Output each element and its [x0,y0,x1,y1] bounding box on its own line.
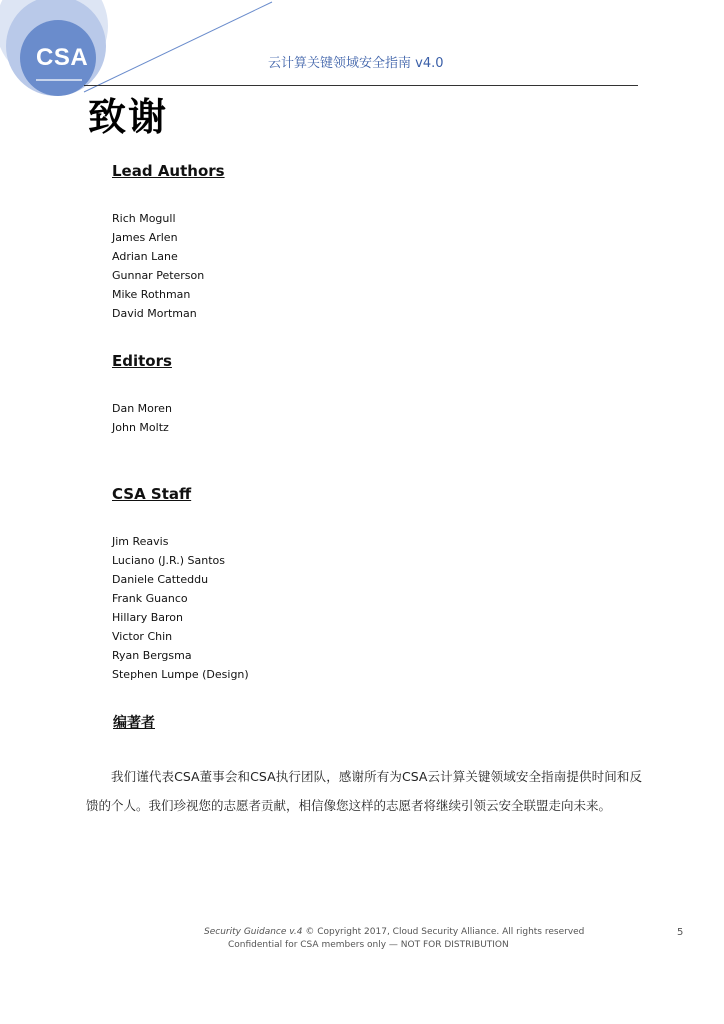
list-item: Ryan Bergsma [112,649,192,662]
acknowledgement-paragraph: 我们谨代表CSA董事会和CSA执行团队，感谢所有为CSA云计算关键领域安全指南提供时间和反馈的个人。我们珍视您的志愿者贡献，相信像您这样的志愿者将继续引领云安全联盟走向未来。 [86,769,642,813]
list-item: Hillary Baron [112,611,183,624]
list-item: Mike Rothman [112,288,191,301]
list-item: Luciano (J.R.) Santos [112,554,225,567]
header-title: 云计算关键领域安全指南 v4.0 [268,56,444,71]
lead-authors-list [112,209,204,323]
page-title: 致谢 [88,94,169,139]
list-item: James Arlen [112,231,178,244]
list-item: Gunnar Peterson [112,269,205,282]
section-title-lead-authors: Lead Authors [112,162,225,180]
list-item: Daniele Catteddu [112,573,209,586]
section-title-csa-staff: CSA Staff [112,485,192,503]
list-item: Adrian Lane [112,250,178,263]
section-title-editors: Editors [112,352,172,370]
list-item: Dan Moren [112,402,172,415]
footer-confidential: Confidential for CSA members only — NOT FOR DISTRIBUTION [228,940,509,950]
list-item: David Mortman [112,307,197,320]
section-title-compilers: 编著者 [113,715,155,731]
list-item: Jim Reavis [112,535,169,548]
list-item: Frank Guanco [112,592,188,605]
list-item: Stephen Lumpe (Design) [112,668,249,681]
footer-doc-title: Security Guidance v.4 [204,927,303,937]
footer-copyright-line [204,927,584,937]
list-item: John Moltz [112,421,169,434]
csa-staff-list [112,532,249,684]
logo-text: CSA [36,44,89,71]
editors-list [112,399,172,437]
footer-copyright: © Copyright 2017, Cloud Security Alliance. All rights reserved [305,927,585,937]
page-number: 5 [677,927,684,938]
list-item: Rich Mogull [112,212,176,225]
list-item: Victor Chin [112,630,173,643]
